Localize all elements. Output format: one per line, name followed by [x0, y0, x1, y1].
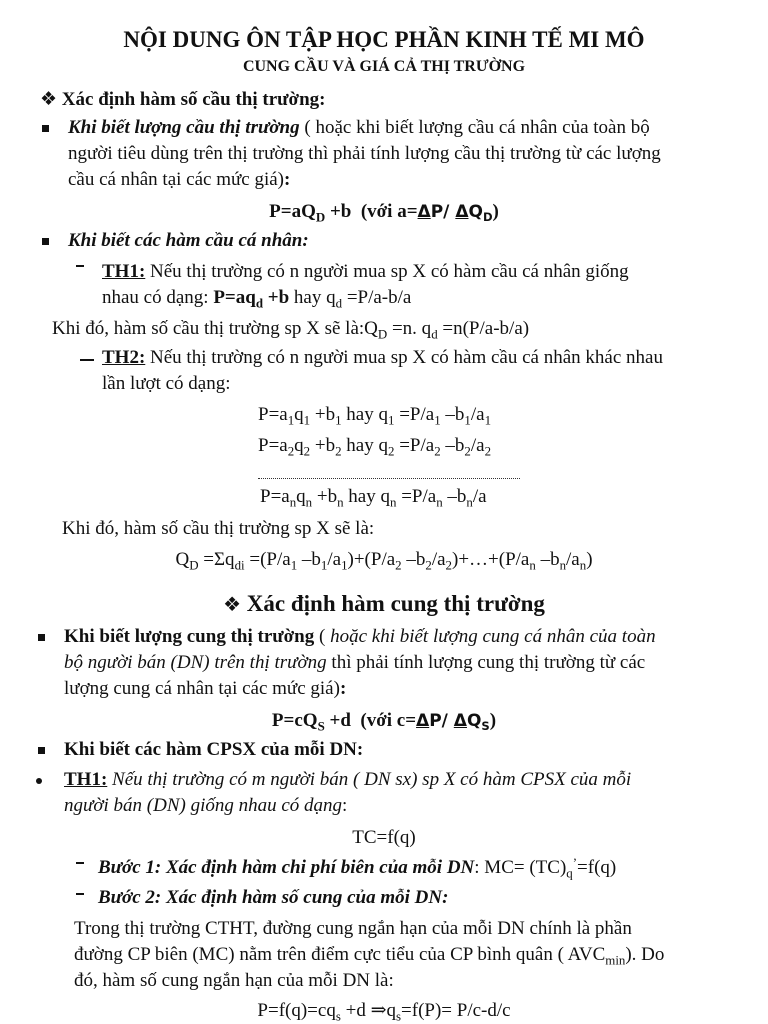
demand-th2-text1: Nếu thị trường có n người mua sp X có hàm cầu cá nhân khác nhau — [145, 347, 663, 368]
supply-th1-text2: người bán (DN) giống nhau có dạng — [64, 795, 343, 816]
supply-case1-italic1: hoặc khi biết lượng cung cá nhân của toàn — [330, 626, 656, 647]
square-bullet-icon — [42, 125, 49, 132]
demand-th1-line1 — [102, 261, 629, 284]
dash-bullet-icon — [76, 893, 84, 895]
supply-th1-line1 — [64, 769, 631, 792]
supply-formula-1: $P=cQ_S +d$ (với c=ΔP/ $\Delta Q_S$) — [271, 710, 497, 734]
supply-para-line2: đường CP biên (MC) nằm trên điểm cực tiểu của CP bình quân ( $AVC_{min}$). Do — [74, 944, 665, 968]
demand-th2-label: TH2: — [102, 347, 146, 368]
demand-case1-colon: : — [284, 169, 291, 190]
supply-case1-italic2: bộ người bán (DN) trên thị trường — [64, 652, 327, 673]
dot-bullet-icon — [36, 778, 42, 784]
demand-heading-text: Xác định hàm số cầu thị trường: — [61, 89, 326, 110]
supply-heading-text: Xác định hàm cung thị trường — [246, 591, 545, 616]
dash-bullet-icon — [80, 359, 94, 361]
demand-case1-bold: Khi biết lượng cầu thị trường — [68, 117, 300, 138]
demand-case1-line3 — [68, 169, 290, 192]
diamond-bullet-icon: ❖ — [40, 88, 58, 110]
supply-case1-line3 — [64, 678, 346, 701]
dash-bullet-icon — [76, 862, 84, 864]
supply-th1-line2 — [64, 795, 347, 818]
square-bullet-icon — [38, 747, 45, 754]
supply-tc: TC=f(q) — [352, 827, 416, 848]
supply-step1: Bước 1: Xác định hàm chi phí biên của mỗi DN: $MC= (TC)_q^’=f(q)$ — [98, 855, 617, 881]
demand-case1-line1 — [68, 117, 650, 140]
supply-th1-colon: : — [342, 795, 348, 816]
demand-th1-result: Khi đó, hàm số cầu thị trường sp X sẽ $là:Q_D =n$. $q_d =n(P/a-b/a)$ — [52, 318, 530, 342]
dash-bullet-icon — [76, 265, 84, 267]
supply-final-formula: $P=f(q)=cq_s +d$ $\Rightarrow q_s=f(P)= P/c-d/c$ — [257, 1000, 511, 1024]
dotted-separator — [258, 478, 520, 479]
demand-th1-line2: nhau có dạng: $P=aq_d +b$ hay $q_d =P/a-b/a$ — [102, 287, 412, 311]
page-subtitle: CUNG CẦU VÀ GIÁ CẢ THỊ TRƯỜNG — [242, 58, 526, 75]
demand-formula-1: $P=aQ_D +b$ (với a=ΔP/ $\Delta Q_D$) — [269, 201, 499, 225]
demand-th2-line2: lần lượt có dạng: — [102, 373, 231, 394]
demand-heading — [40, 88, 325, 112]
supply-th1-label: TH1: — [64, 769, 108, 790]
supply-step1-label: Bước 1: Xác định hàm chi phí biên của mỗi DN — [98, 857, 475, 878]
supply-case1-text3: lượng cung cá nhân tại các mức giá) — [64, 678, 340, 699]
demand-case2: Khi biết các hàm cầu cá nhân: — [68, 230, 309, 251]
demand-th1-text1: Nếu thị trường có n người mua sp X có hàm cầu cá nhân giống — [145, 261, 629, 282]
demand-th2-result: Khi đó, hàm số cầu thị trường sp X sẽ là: — [62, 518, 375, 539]
demand-eq-1: $P=a_1q_1 +b_1$ hay $q_1 =P/a_1$ $-b_1/a_1$ — [258, 404, 492, 428]
page-title: NỘI DUNG ÔN TẬP HỌC PHẦN KINH TẾ MI MÔ — [123, 27, 645, 52]
demand-eq-n: $P=a_nq_n +b_n$ hay $q_n =P/a_n$ $-b_n/a$ — [260, 486, 487, 510]
supply-case1-bold: Khi biết lượng cung thị trường — [64, 626, 315, 647]
demand-th1-label: TH1: — [102, 261, 146, 282]
demand-case1-text3: cầu cá nhân tại các mức giá) — [68, 169, 285, 190]
demand-sum-formula: $Q_D =\Sigma q_{di} =(P/a_1$ $-b_1/a_1)+(P/a_2$ $-b_2/a_2)+\dots+(P/a_n$ $-b_n/a_n$) — [175, 549, 593, 573]
demand-case1-line2: người tiêu dùng trên thị trường thì phải tính lượng cầu thị trường từ các lượng — [68, 143, 661, 164]
demand-case1-text1: ( hoặc khi biết lượng cầu cá nhân của toàn bộ — [299, 117, 650, 138]
demand-eq-2: $P=a_2q_2 +b_2$ hay $q_2 =P/a_2$ $-b_2/a_2$ — [258, 435, 492, 459]
supply-case1-line1 — [64, 626, 656, 649]
supply-case2: Khi biết các hàm CPSX của mỗi DN: — [64, 739, 364, 760]
demand-th2-line1 — [102, 347, 663, 370]
square-bullet-icon — [42, 238, 49, 245]
supply-para-line3: đó, hàm số cung ngắn hạn của mỗi DN là: — [74, 970, 394, 991]
supply-th1-text1: Nếu thị trường có m người bán ( DN sx) sp X có hàm CPSX của mỗi — [107, 769, 632, 790]
supply-case1-paren: ( — [314, 626, 331, 647]
supply-para-line1: Trong thị trường CTHT, đường cung ngắn hạn của mỗi DN chính là phần — [74, 918, 632, 939]
diamond-bullet-icon: ❖ — [223, 592, 242, 616]
supply-case1-colon: : — [339, 678, 347, 699]
supply-heading — [0, 590, 768, 618]
square-bullet-icon — [38, 634, 45, 641]
supply-step2: Bước 2: Xác định hàm số cung của mỗi DN: — [98, 887, 449, 908]
supply-case1-rest: thì phải tính lượng cung thị trường từ các — [326, 652, 646, 673]
supply-case1-line2 — [64, 652, 645, 675]
